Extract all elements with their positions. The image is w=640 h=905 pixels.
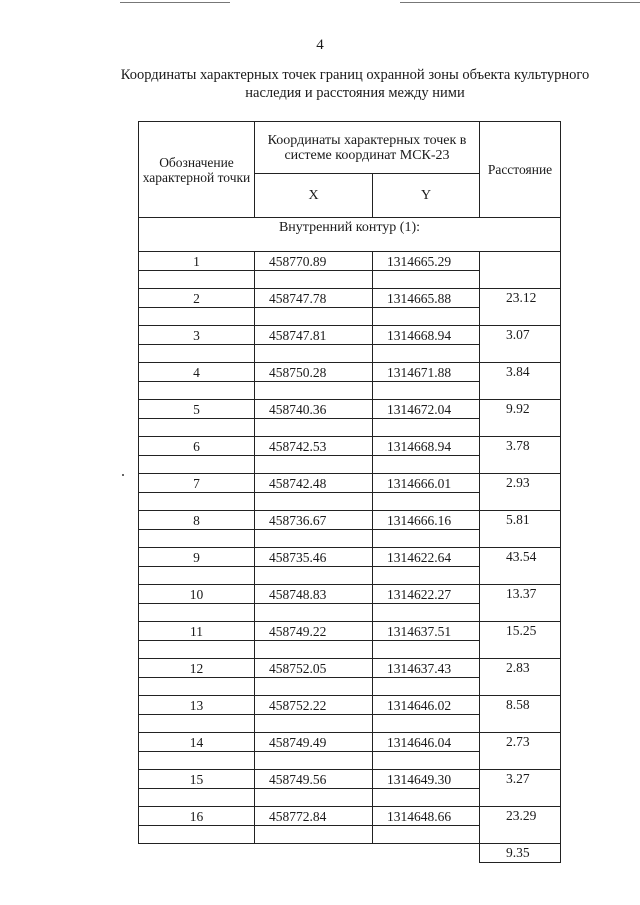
gap-number [139, 381, 255, 400]
gap-y [373, 677, 480, 696]
section-title: Внутренний контур (1): [139, 218, 561, 252]
point-y: 1314668.94 [373, 437, 480, 456]
gap-y [373, 640, 480, 659]
segment-distance: 3.78 [480, 437, 561, 474]
point-x: 458772.84 [255, 807, 373, 826]
coordinates-table-body [139, 122, 561, 863]
scan-speck [122, 474, 124, 476]
segment-distance: 2.83 [480, 659, 561, 696]
segment-distance: 2.73 [480, 733, 561, 770]
header-distance: Расстояние [480, 122, 561, 218]
gap-y [373, 825, 480, 844]
header-coords-group: Координаты характерных точек в системе координат МСК-23 [255, 122, 480, 174]
point-x: 458749.22 [255, 622, 373, 641]
gap-x [255, 640, 373, 659]
point-number: 1 [139, 252, 255, 271]
segment-distance: 23.29 [480, 807, 561, 844]
gap-x [255, 381, 373, 400]
gap-number [139, 640, 255, 659]
point-number: 7 [139, 474, 255, 493]
segment-distance: 15.25 [480, 622, 561, 659]
point-x: 458736.67 [255, 511, 373, 530]
gap-number [139, 677, 255, 696]
point-y: 1314649.30 [373, 770, 480, 789]
segment-distance: 3.84 [480, 363, 561, 400]
table-row [139, 659, 561, 678]
gap-y [373, 714, 480, 733]
point-x: 458749.56 [255, 770, 373, 789]
point-y: 1314622.64 [373, 548, 480, 567]
gap-x [255, 603, 373, 622]
table-row [139, 807, 561, 826]
header-designation: Обозначение характерной точки [139, 122, 255, 218]
gap-x [255, 307, 373, 326]
gap-number [139, 492, 255, 511]
gap-x [255, 492, 373, 511]
gap-y [373, 788, 480, 807]
gap-number [139, 566, 255, 585]
point-number: 3 [139, 326, 255, 345]
gap-number [139, 603, 255, 622]
point-number: 13 [139, 696, 255, 715]
table-row [139, 437, 561, 456]
point-y: 1314666.16 [373, 511, 480, 530]
point-number: 5 [139, 400, 255, 419]
gap-x [255, 677, 373, 696]
point-number: 6 [139, 437, 255, 456]
point-number: 14 [139, 733, 255, 752]
gap-x [255, 751, 373, 770]
gap-y [373, 455, 480, 474]
gap-x [255, 825, 373, 844]
gap-x [255, 788, 373, 807]
section-row [139, 218, 561, 252]
scan-top-rule-right [400, 2, 640, 3]
point-y: 1314668.94 [373, 326, 480, 345]
coordinates-table [138, 121, 561, 863]
point-number: 8 [139, 511, 255, 530]
point-x: 458748.83 [255, 585, 373, 604]
point-x: 458740.36 [255, 400, 373, 419]
segment-distance: 5.81 [480, 511, 561, 548]
point-x: 458752.05 [255, 659, 373, 678]
gap-y [373, 492, 480, 511]
point-x: 458747.81 [255, 326, 373, 345]
gap-number [139, 307, 255, 326]
segment-distance: 3.07 [480, 326, 561, 363]
point-x: 458735.46 [255, 548, 373, 567]
point-number: 2 [139, 289, 255, 308]
blank-cell [139, 844, 480, 863]
gap-number [139, 270, 255, 289]
gap-number [139, 825, 255, 844]
table-row [139, 585, 561, 604]
gap-y [373, 603, 480, 622]
point-x: 458752.22 [255, 696, 373, 715]
table-row [139, 289, 561, 308]
point-x: 458742.48 [255, 474, 373, 493]
segment-distance: 9.92 [480, 400, 561, 437]
point-x: 458749.49 [255, 733, 373, 752]
point-number: 10 [139, 585, 255, 604]
gap-x [255, 418, 373, 437]
table-row-last-distance [139, 844, 561, 863]
document-title [95, 66, 615, 102]
point-y: 1314665.29 [373, 252, 480, 271]
gap-number [139, 455, 255, 474]
table-row [139, 400, 561, 419]
segment-distance: 2.93 [480, 474, 561, 511]
gap-number [139, 788, 255, 807]
point-y: 1314622.27 [373, 585, 480, 604]
point-number: 9 [139, 548, 255, 567]
gap-y [373, 529, 480, 548]
gap-x [255, 529, 373, 548]
point-number: 16 [139, 807, 255, 826]
segment-distance: 23.12 [480, 289, 561, 326]
point-y: 1314637.51 [373, 622, 480, 641]
header-y: Y [373, 174, 480, 218]
gap-x [255, 344, 373, 363]
point-x: 458750.28 [255, 363, 373, 382]
gap-y [373, 270, 480, 289]
gap-x [255, 566, 373, 585]
scan-top-rule-left [120, 2, 230, 3]
point-x: 458747.78 [255, 289, 373, 308]
table-row [139, 326, 561, 345]
segment-distance: 43.54 [480, 548, 561, 585]
point-y: 1314637.43 [373, 659, 480, 678]
point-y: 1314648.66 [373, 807, 480, 826]
gap-y [373, 344, 480, 363]
point-x: 458770.89 [255, 252, 373, 271]
header-row-top [139, 122, 561, 174]
segment-distance: 13.37 [480, 585, 561, 622]
header-x: X [255, 174, 373, 218]
table-row [139, 252, 561, 271]
gap-y [373, 751, 480, 770]
document-title-line-2: наследия и расстояния между ними [245, 85, 465, 101]
page-number: 4 [316, 37, 324, 53]
table-row [139, 733, 561, 752]
point-number: 12 [139, 659, 255, 678]
gap-number [139, 344, 255, 363]
gap-x [255, 270, 373, 289]
gap-number [139, 418, 255, 437]
gap-number [139, 529, 255, 548]
point-number: 15 [139, 770, 255, 789]
table-row [139, 474, 561, 493]
point-y: 1314672.04 [373, 400, 480, 419]
table-row [139, 622, 561, 641]
table-row [139, 363, 561, 382]
gap-number [139, 751, 255, 770]
gap-x [255, 714, 373, 733]
table-row [139, 548, 561, 567]
table-row [139, 770, 561, 789]
gap-y [373, 566, 480, 585]
segment-distance: 8.58 [480, 696, 561, 733]
point-y: 1314646.04 [373, 733, 480, 752]
segment-distance: 9.35 [480, 844, 561, 863]
document-title-line-1: Координаты характерных точек границ охранной зоны объекта культурного [120, 67, 590, 83]
segment-distance: 3.27 [480, 770, 561, 807]
gap-y [373, 307, 480, 326]
table-row [139, 696, 561, 715]
point-y: 1314671.88 [373, 363, 480, 382]
point-y: 1314666.01 [373, 474, 480, 493]
point-number: 4 [139, 363, 255, 382]
gap-number [139, 714, 255, 733]
table-row [139, 511, 561, 530]
point-number: 11 [139, 622, 255, 641]
gap-y [373, 418, 480, 437]
segment-distance [480, 252, 561, 289]
gap-x [255, 455, 373, 474]
point-x: 458742.53 [255, 437, 373, 456]
gap-y [373, 381, 480, 400]
point-y: 1314646.02 [373, 696, 480, 715]
point-y: 1314665.88 [373, 289, 480, 308]
